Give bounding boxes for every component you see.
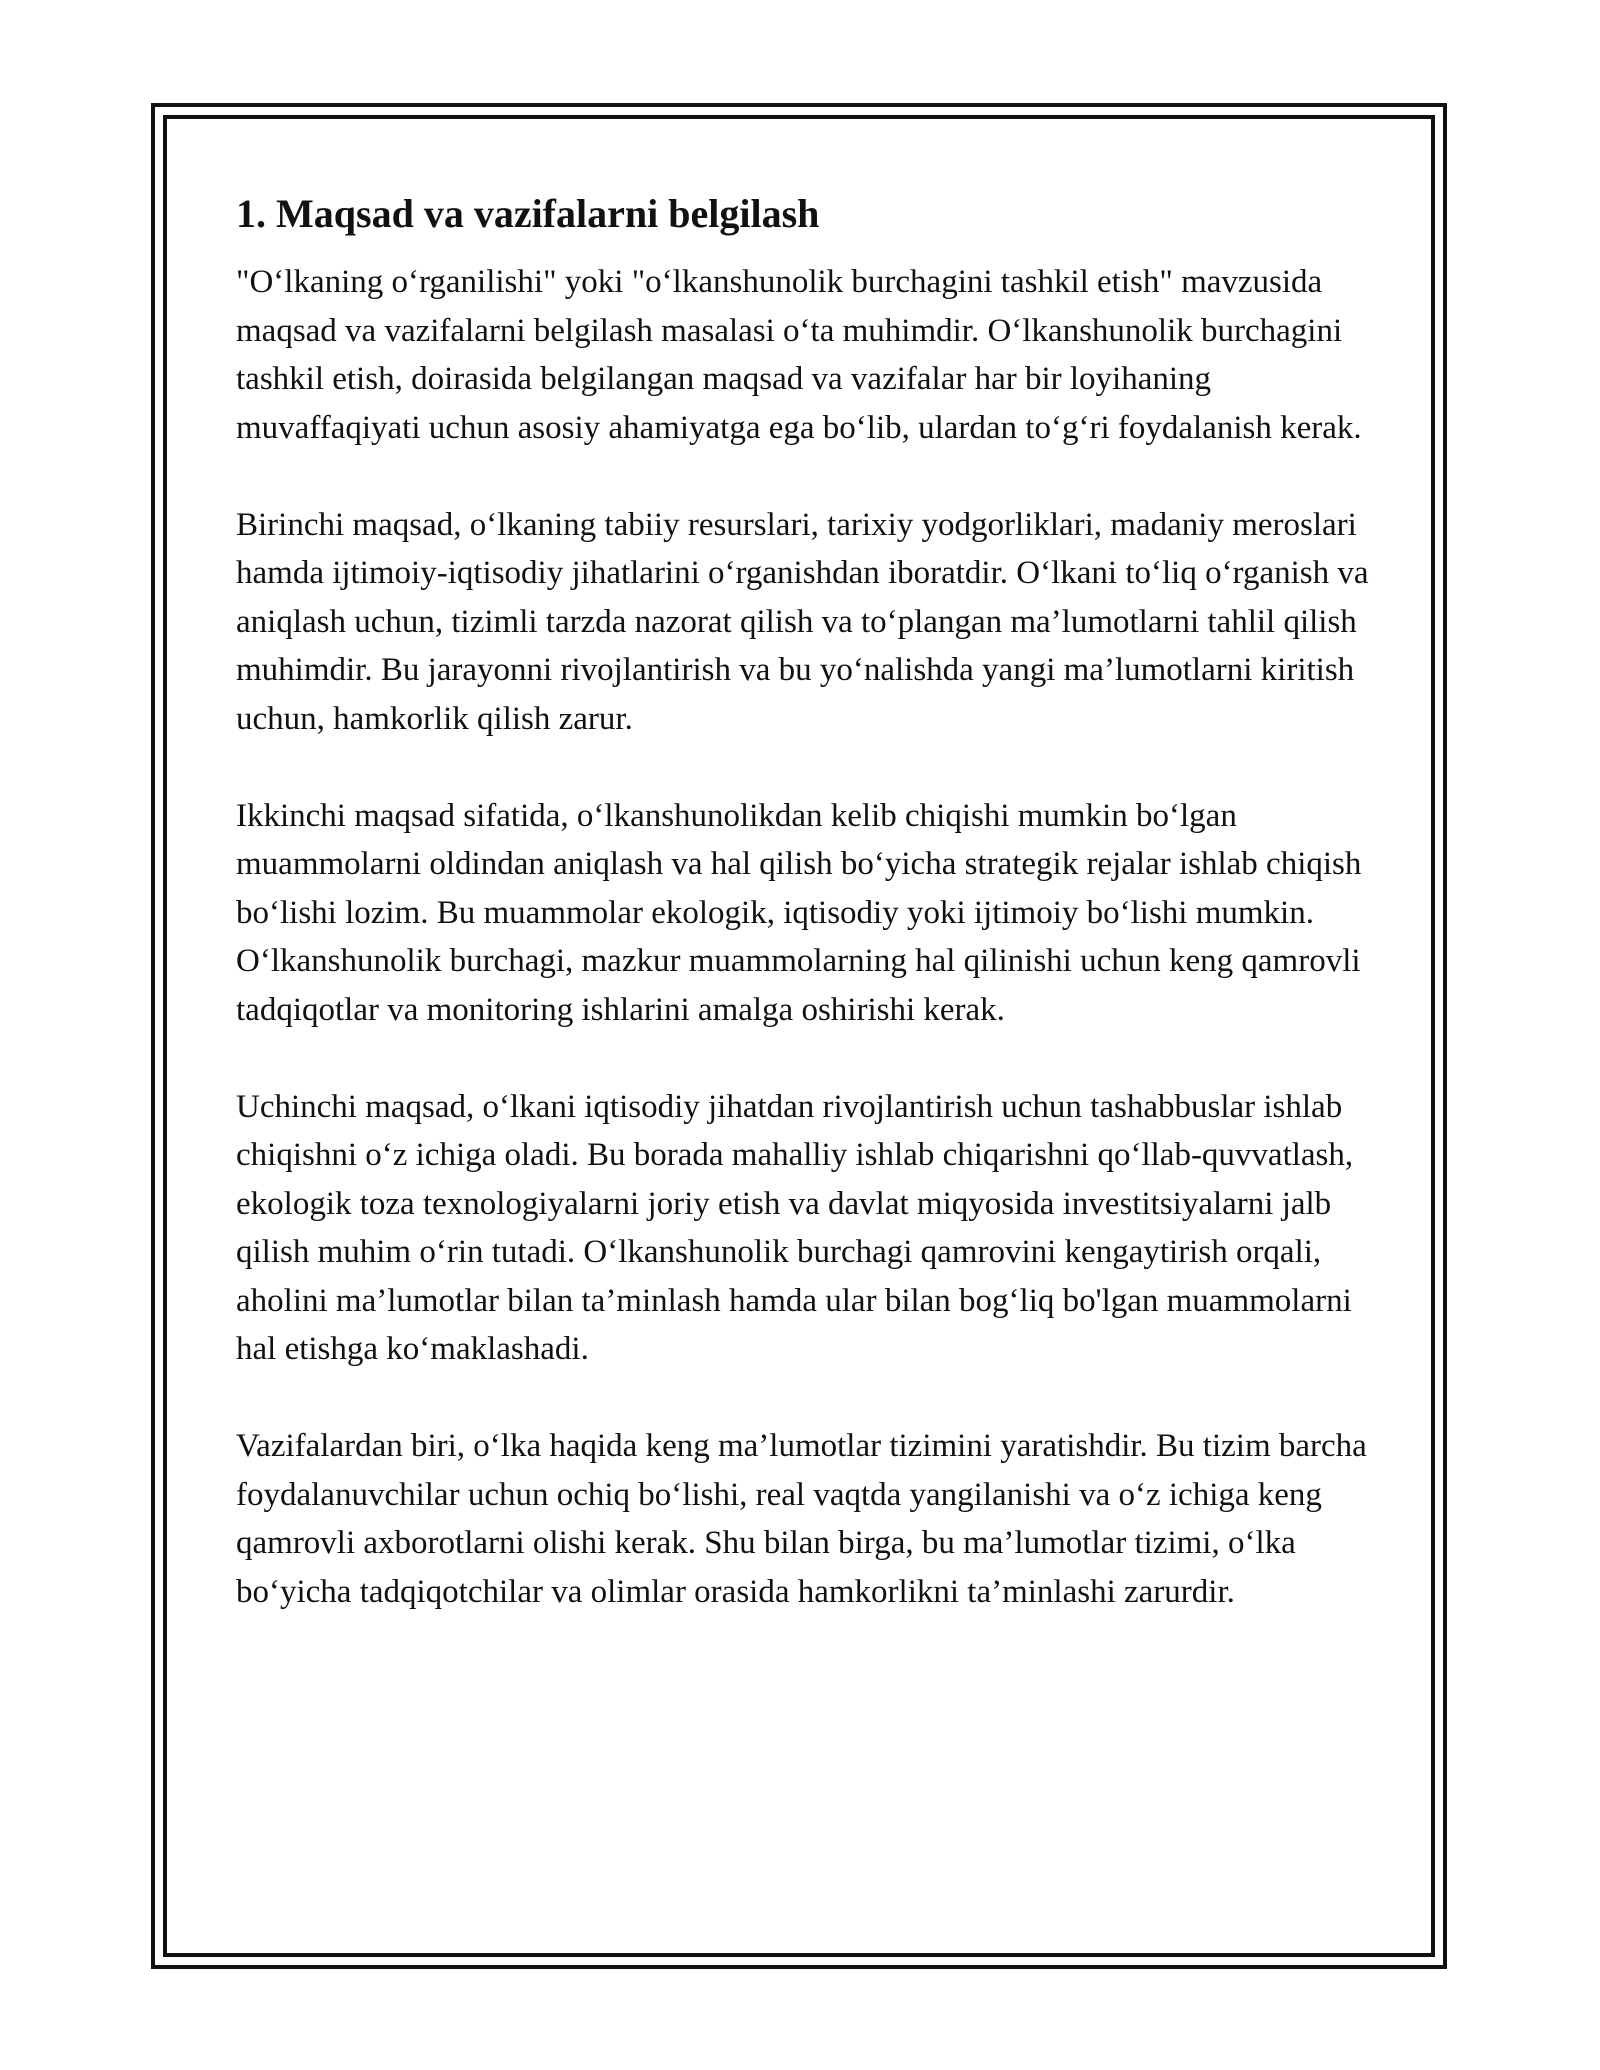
paragraph-tasks: Vazifalardan biri, o‘lka haqida keng ma’lumotlar tizimini yaratishdir. Bu tizim barcha foydalanuvchilar uchun ochiq bo‘lishi, real vaqtda yangilanishi va o‘z ichiga keng qamrovli axborotlarni olishi kerak. Shu bilan birga, bu ma’lumotlar tizimi, o‘lka bo‘yicha tadqiqotchilar va olimlar orasida hamkorlikni ta’minlashi zarurdir. xyxy=(236,1428,1367,1610)
paragraph-first-goal: Birinchi maqsad, o‘lkaning tabiiy resurslari, tarixiy yodgorliklari, madaniy meroslari hamda ijtimoiy-iqtisodiy jihatlarini o‘rganishdan iboratdir. O‘lkani to‘liq o‘rganish va aniqlash uchun, tizimli tarzda nazorat qilish va to‘plangan ma’lumotlarni tahlil qilish muhimdir. Bu jarayonni rivojlantirish va bu yo‘nalishda yangi ma’lumotlarni kiritish uchun, hamkorlik qilish zarur. xyxy=(236,506,1369,737)
document-body xyxy=(236,186,1376,1616)
section-heading: 1. Maqsad va vazifalarni belgilash xyxy=(236,191,820,236)
paragraph-second-goal: Ikkinchi maqsad sifatida, o‘lkanshunolikdan kelib chiqishi mumkin bo‘lgan muammolarni oldindan aniqlash va hal qilish bo‘yicha strategik rejalar ishlab chiqish bo‘lishi lozim. Bu muammolar ekologik, iqtisodiy yoki ijtimoiy bo‘lishi mumkin. O‘lkanshunolik burchagi, mazkur muammolarning hal qilinishi uchun keng qamrovli tadqiqotlar va monitoring ishlarini amalga oshirishi kerak. xyxy=(236,797,1362,1028)
paragraph-intro: "O‘lkaning o‘rganilishi" yoki "o‘lkanshunolik burchagini tashkil etish" mavzusida maqsad va vazifalarni belgilash masalasi o‘ta muhimdir. O‘lkanshunolik burchagini tashkil etish, doirasida belgilangan maqsad va vazifalar har bir loyihaning muvaffaqiyati uchun asosiy ahamiyatga ega bo‘lib, ulardan to‘g‘ri foydalanish kerak. xyxy=(236,264,1362,446)
paragraph-third-goal: Uchinchi maqsad, o‘lkani iqtisodiy jihatdan rivojlantirish uchun tashabbuslar ishlab chiqishni o‘z ichiga oladi. Bu borada mahalliy ishlab chiqarishni qo‘llab-quvvatlash, ekologik toza texnologiyalarni joriy etish va davlat miqyosida investitsiyalarni jalb qilish muhim o‘rin tutadi. O‘lkanshunolik burchagi qamrovini kengaytirish orqali, aholini ma’lumotlar bilan ta’minlash hamda ular bilan bog‘liq bo'lgan muammolarni hal etishga ko‘maklashadi. xyxy=(236,1088,1354,1367)
